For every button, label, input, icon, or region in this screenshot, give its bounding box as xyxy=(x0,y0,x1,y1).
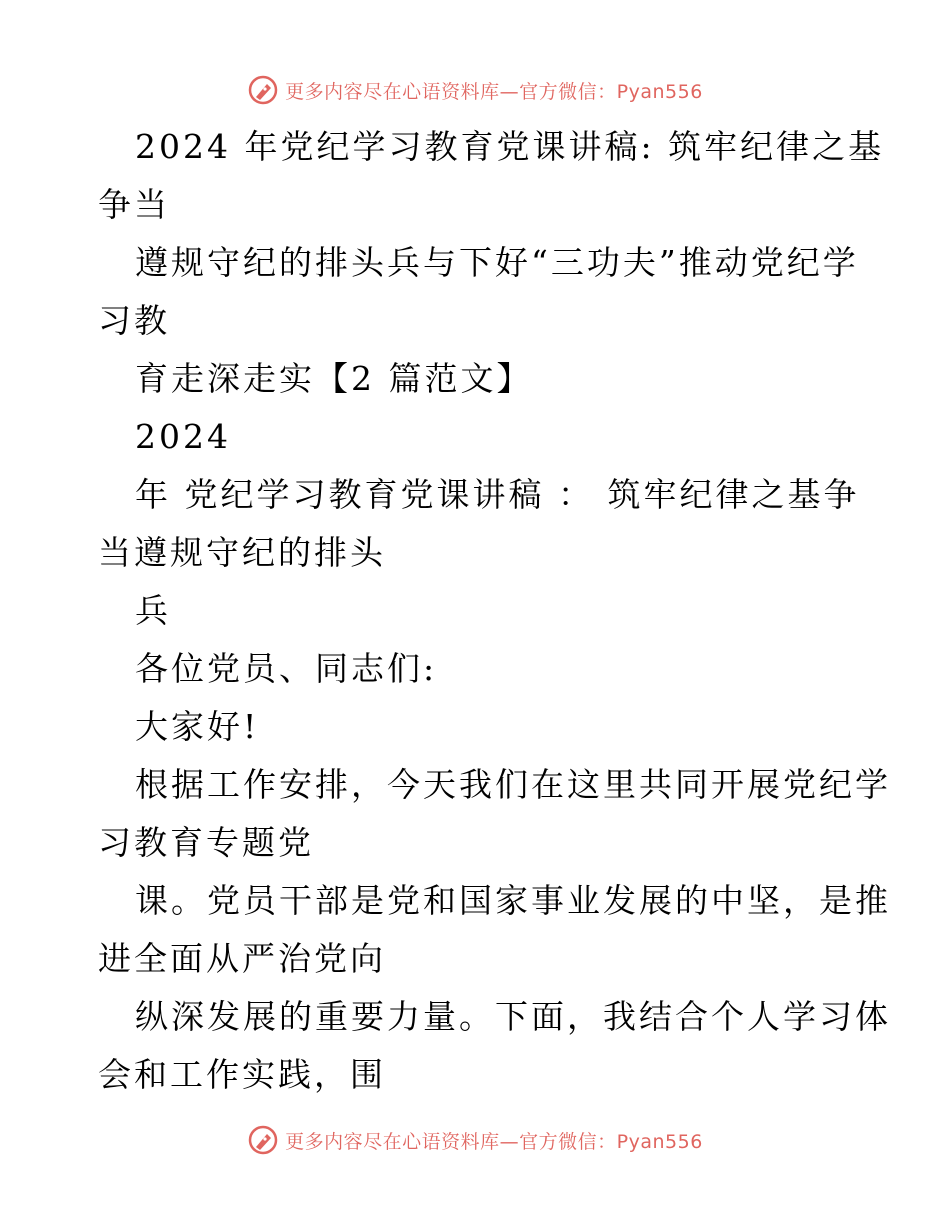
document-body xyxy=(98,118,891,1104)
text-line: 2024 xyxy=(135,417,231,456)
text-line: 大家好! xyxy=(135,707,260,746)
text-line: 课。党员干部是党和国家事业发展的中坚，是推 xyxy=(135,881,891,920)
pen-nib-logo-icon xyxy=(247,74,279,106)
text-line: 争当 xyxy=(98,185,170,224)
header-banner-text: 更多内容尽在心语资料库—官方微信：Pyan556 xyxy=(285,80,703,103)
text-line: 各位党员、同志们: xyxy=(135,649,438,688)
pen-nib-logo-icon xyxy=(247,1124,279,1156)
text-line: 当遵规守纪的排头 xyxy=(98,533,386,572)
text-line: 兵 xyxy=(135,591,171,630)
text-line: 年 党纪学习教育党课讲稿 ： 筑牢纪律之基争 xyxy=(135,475,860,514)
footer-watermark-banner xyxy=(0,1120,950,1160)
text-line: 根据工作安排，今天我们在这里共同开展党纪学 xyxy=(135,765,891,804)
text-line: 2024 年党纪学习教育党课讲稿: 筑牢纪律之基 xyxy=(135,127,885,166)
text-line: 遵规守纪的排头兵与下好“三功夫”推动党纪学 xyxy=(135,243,859,282)
header-watermark-banner xyxy=(0,70,950,110)
footer-banner-text: 更多内容尽在心语资料库—官方微信：Pyan556 xyxy=(285,1130,703,1153)
text-line: 习教 xyxy=(98,301,170,340)
text-line: 进全面从严治党向 xyxy=(98,939,386,978)
text-line: 习教育专题党 xyxy=(98,823,314,862)
text-line: 纵深发展的重要力量。下面，我结合个人学习体 xyxy=(135,997,891,1036)
text-line: 育走深走实【2 篇范文】 xyxy=(135,359,533,398)
text-line: 会和工作实践，围 xyxy=(98,1055,386,1094)
